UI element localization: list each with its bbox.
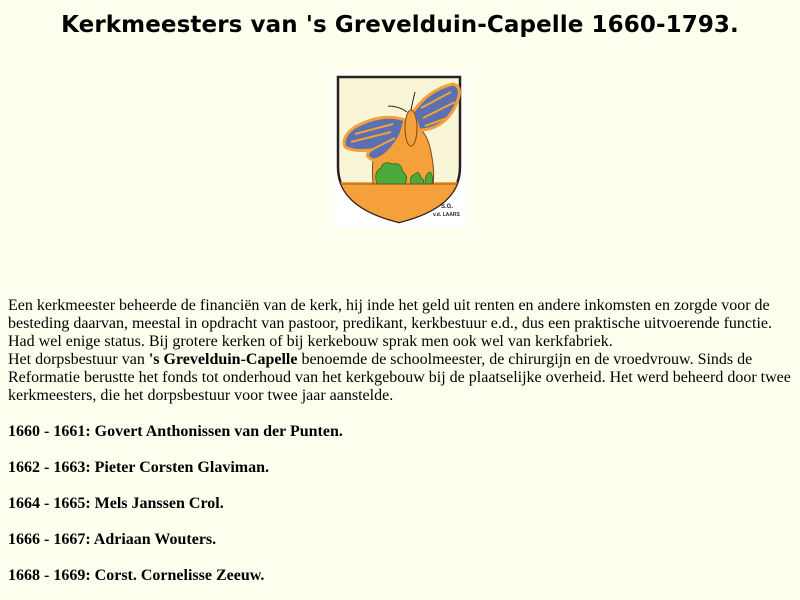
signature-name: v.d. LAARS bbox=[433, 212, 460, 218]
intro-paragraph-2 bbox=[8, 351, 798, 405]
list-item-1664: 1664 - 1665: Mels Janssen Crol. bbox=[8, 495, 224, 512]
intro-text-before: Het dorpsbestuur van bbox=[8, 351, 149, 368]
intro-paragraph-1: Een kerkmeester beheerde de financiën van de kerk, hij inde het geld uit renten en andere inkomsten en zorgde voor de besteding daarvan, meestal in opdracht van pastoor, predikant, kerkbestuur e.d., dus een praktische uitvoerende functie. Had wel enige status. Bij grotere kerken of bij kerkebouw sprak men ook wel van kerkfabriek. bbox=[8, 297, 772, 350]
coat-of-arms-image bbox=[333, 72, 467, 228]
coat-of-arms-icon bbox=[333, 72, 467, 228]
intro-text-after: benoemde de schoolmeester, de chirurgijn en de vroedvrouw. Sinds de Reformatie berustte het fonds tot onderhoud van het kerkgebouw bij de plaatselijke overheid. Het werd beheerd door twee kerkmeesters, die het dorpsbestuur voor twee jaar aanstelde. bbox=[8, 351, 791, 404]
main-content bbox=[8, 297, 798, 585]
signature-initials: S.G. bbox=[441, 204, 454, 210]
list-item-1662: 1662 - 1663: Pieter Corsten Glaviman. bbox=[8, 459, 269, 476]
list-item-1668: 1668 - 1669: Corst. Cornelisse Zeeuw. bbox=[8, 567, 265, 584]
page-title: Kerkmeesters van 's Grevelduin-Capelle 1660-1793. bbox=[61, 12, 739, 38]
village-name: 's Grevelduin-Capelle bbox=[148, 351, 298, 368]
list-item-1666: 1666 - 1667: Adriaan Wouters. bbox=[8, 531, 217, 548]
list-item-1660: 1660 - 1661: Govert Anthonissen van der Punten. bbox=[8, 423, 343, 440]
